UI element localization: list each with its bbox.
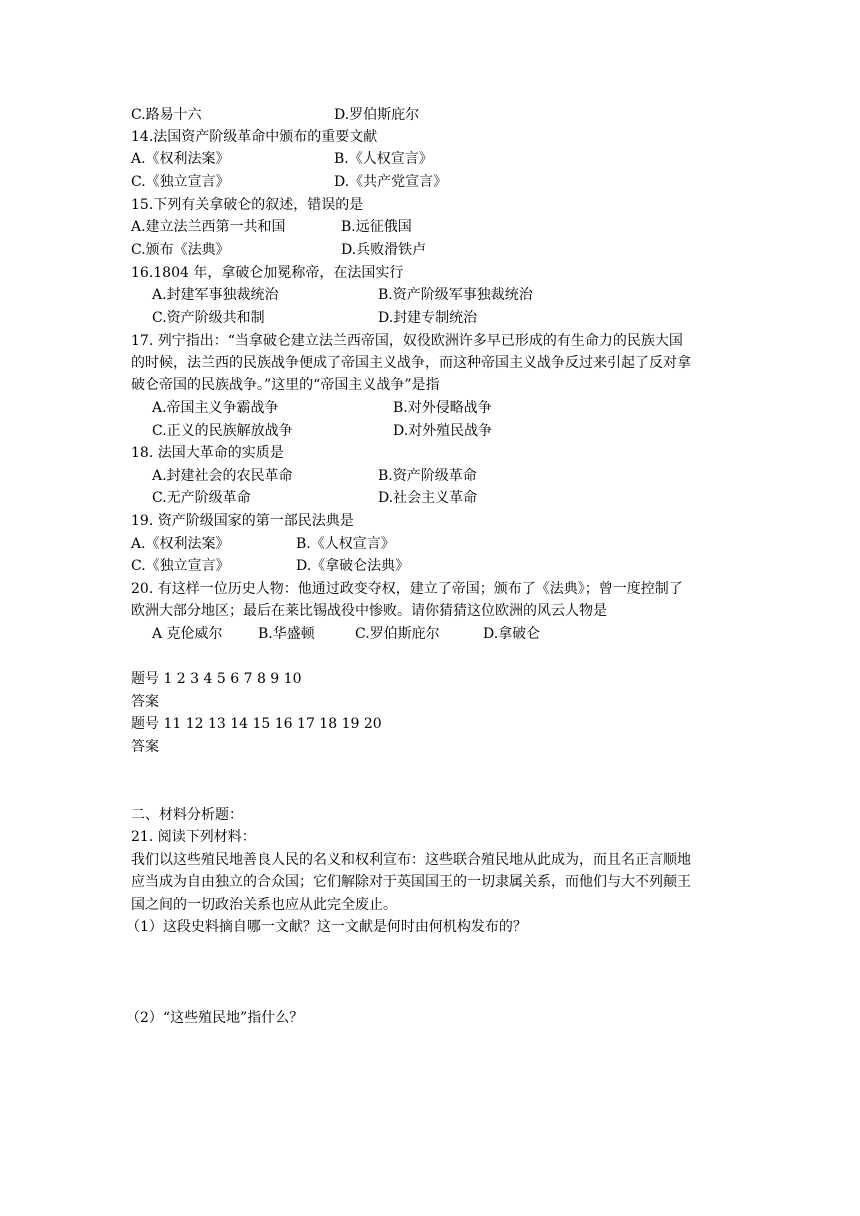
q18-option-c: C.无产阶级革命 — [152, 490, 251, 506]
q13-option-d: D.罗伯斯庇尔 — [334, 107, 420, 123]
q14-option-a: A.《权利法案》 — [131, 151, 230, 167]
q14-option-c: C.《独立宣言》 — [131, 174, 230, 190]
q19-option-a: A.《权利法案》 — [131, 536, 230, 552]
q19-option-d: D.《拿破仑法典》 — [296, 558, 410, 574]
q14-stem: 14.法国资产阶级革命中颁布的重要文献 — [131, 129, 378, 145]
q15-option-d: D.兵败滑铁卢 — [341, 242, 427, 258]
q15-option-c: C.颁布《法典》 — [131, 242, 230, 258]
q15-option-a: A.建立法兰西第一共和国 — [131, 219, 286, 235]
q15-option-b: B.远征俄国 — [341, 219, 412, 235]
q21-stem: 21. 阅读下列材料： — [131, 829, 256, 845]
q19-stem: 19. 资产阶级国家的第一部民法典是 — [131, 513, 354, 529]
q21-subquestion-1: （1）这段史料摘自哪一文献？这一文献是何时由何机构发布的？ — [126, 919, 527, 935]
q21-material-line-3: 国之间的一切政治关系也应从此完全废止。 — [131, 897, 397, 913]
answer-table-2-header: 题号 11 12 13 14 15 16 17 18 19 20 — [131, 716, 382, 732]
q15-stem: 15.下列有关拿破仑的叙述，错误的是 — [131, 197, 364, 213]
q21-material-line-2: 应当成为自由独立的合众国；它们解除对于英国国王的一切隶属关系，而他们与大不列颠王 — [131, 874, 691, 890]
q17-stem-line-1: 17. 列宁指出：“当拿破仑建立法兰西帝国，奴役欧洲许多早已形成的有生命力的民族大国 — [131, 333, 683, 349]
q17-stem-line-3: 破仑帝国的民族战争。”这里的“帝国主义战争”是指 — [131, 377, 440, 393]
q17-option-a: A.帝国主义争霸战争 — [152, 400, 279, 416]
q14-option-b: B.《人权宣言》 — [334, 151, 433, 167]
q21-subquestion-2: （2）“这些殖民地”指什么？ — [126, 1010, 304, 1026]
answer-table-2-answer-row: 答案 — [131, 739, 159, 755]
q16-option-c: C.资产阶级共和制 — [152, 310, 265, 326]
q21-material-line-1: 我们以这些殖民地善良人民的名义和权利宣布：这些联合殖民地从此成为，而且名正言顺地 — [131, 852, 691, 868]
q18-option-d: D.社会主义革命 — [378, 490, 478, 506]
q16-option-b: B.资产阶级军事独裁统治 — [378, 287, 533, 303]
section-2-heading: 二、材料分析题： — [131, 807, 243, 823]
q20-stem-line-1: 20. 有这样一位历史人物：他通过政变夺权，建立了帝国；颁布了《法典》；曾一度控制了 — [131, 581, 683, 597]
q18-stem: 18. 法国大革命的实质是 — [131, 445, 284, 461]
q17-option-b: B.对外侵略战争 — [393, 400, 492, 416]
q18-option-a: A.封建社会的农民革命 — [152, 468, 293, 484]
q19-option-b: B.《人权宣言》 — [296, 536, 395, 552]
q14-option-d: D.《共产党宣言》 — [334, 174, 448, 190]
q18-option-b: B.资产阶级革命 — [378, 468, 477, 484]
q20-stem-line-2: 欧洲大部分地区；最后在莱比锡战役中惨败。请你猜猜这位欧洲的风云人物是 — [131, 603, 607, 619]
q17-option-c: C.正义的民族解放战争 — [152, 423, 293, 439]
q16-option-a: A.封建军事独裁统治 — [152, 287, 279, 303]
q20-option-a: A 克伦威尔 — [152, 626, 223, 642]
q20-option-c: C.罗伯斯庇尔 — [355, 626, 440, 642]
q20-option-b: B.华盛顿 — [258, 626, 315, 642]
answer-table-1-header: 题号 1 2 3 4 5 6 7 8 9 10 — [131, 671, 302, 687]
answer-table-1-answer-row: 答案 — [131, 694, 159, 710]
q17-option-d: D.对外殖民战争 — [393, 423, 493, 439]
q16-stem: 16.1804 年，拿破仑加冕称帝，在法国实行 — [131, 265, 404, 281]
q13-option-c: C.路易十六 — [131, 107, 202, 123]
q19-option-c: C.《独立宣言》 — [131, 558, 230, 574]
q20-option-d: D.拿破仑 — [483, 626, 541, 642]
q16-option-d: D.封建专制统治 — [378, 310, 478, 326]
q17-stem-line-2: 的时候，法兰西的民族战争便成了帝国主义战争，而这种帝国主义战争反过来引起了反对拿 — [131, 355, 691, 371]
